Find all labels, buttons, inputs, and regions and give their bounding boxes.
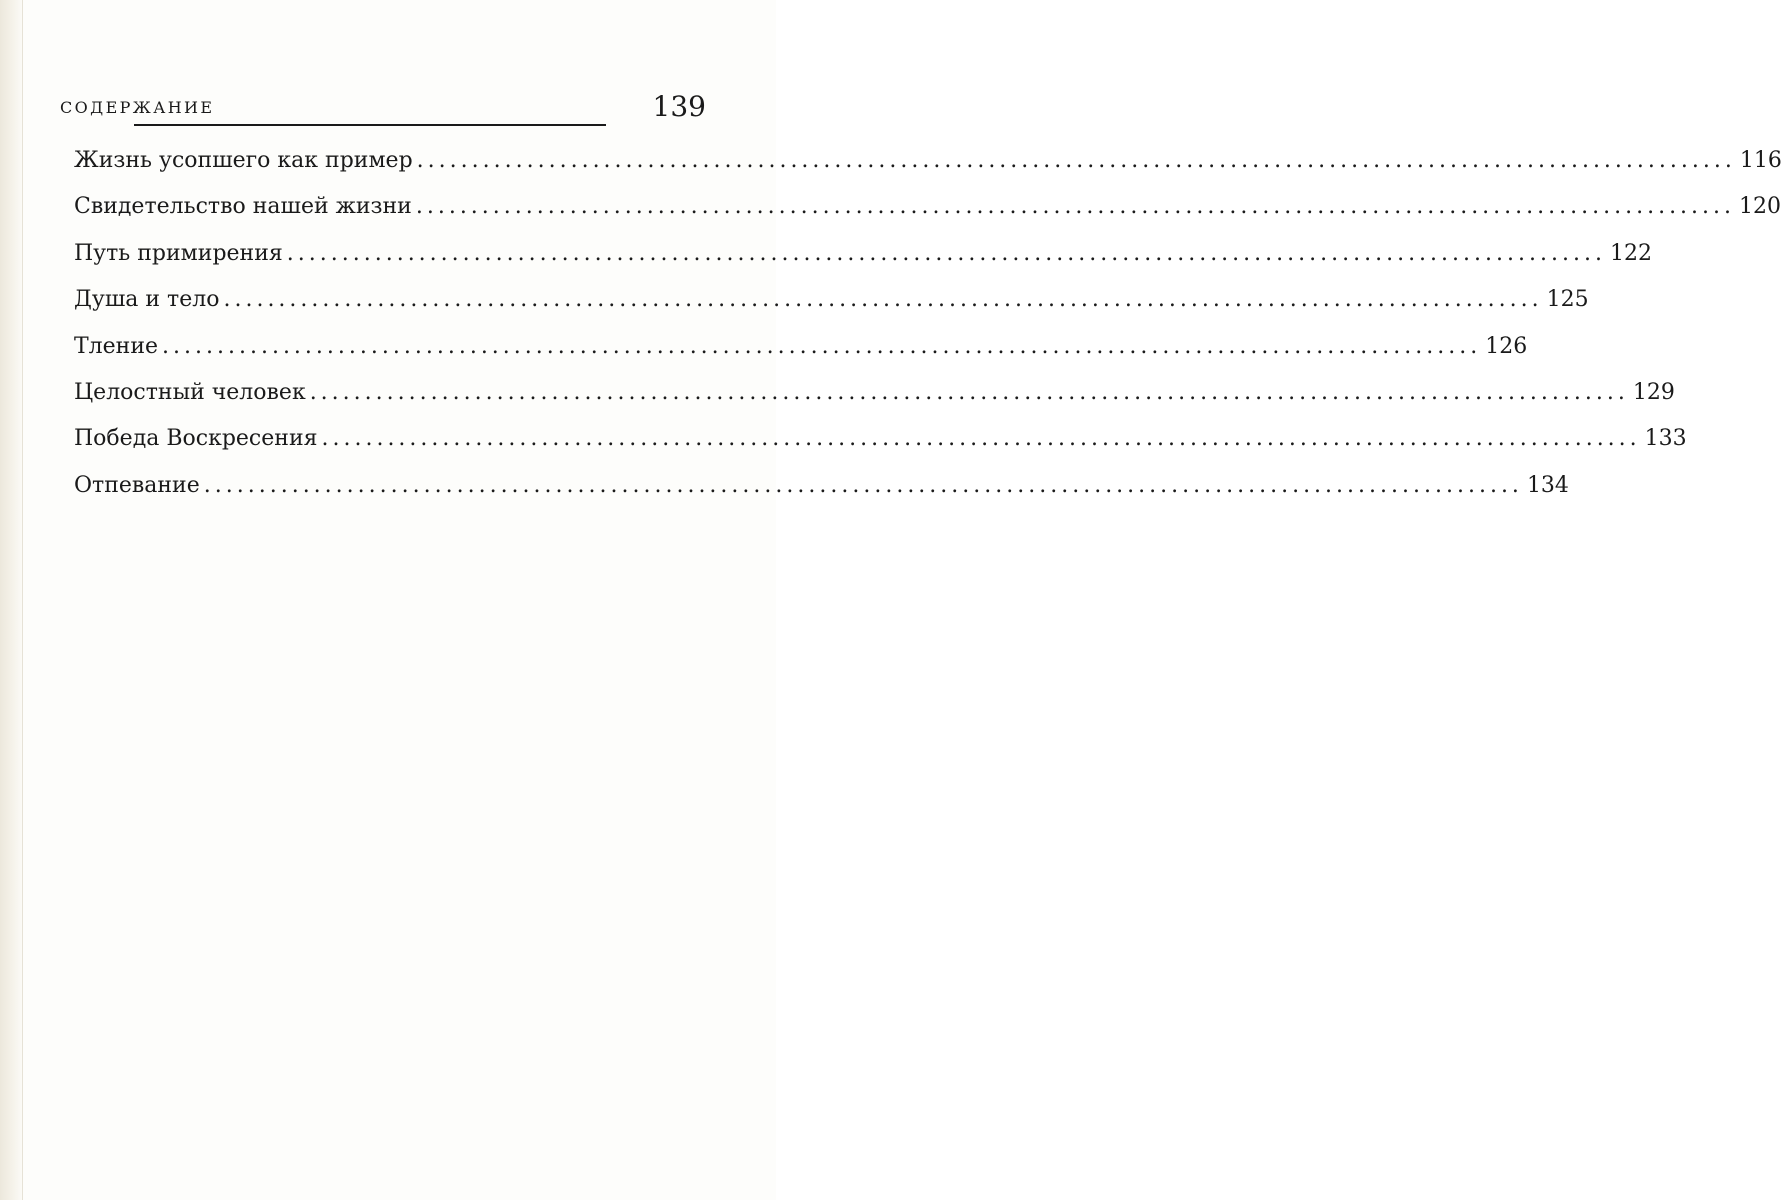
toc-entry <box>74 287 1589 333</box>
dot-leader: ........................................................................................................................ <box>162 333 1482 359</box>
dot-leader: ........................................................................................................................ <box>416 148 1736 173</box>
toc-entry <box>74 379 1675 426</box>
toc-entry-title: Отпевание <box>74 472 200 498</box>
toc-entry-title: Душа и тело <box>74 287 220 313</box>
toc-entry <box>74 240 1652 287</box>
toc-entry-title: Победа Воскресения <box>74 426 318 452</box>
toc-entry-page: 125 <box>1546 287 1589 313</box>
toc-entry-page: 133 <box>1644 426 1687 452</box>
toc-entry-page: 120 <box>1739 194 1782 220</box>
header-rule <box>134 124 606 126</box>
toc-entry-page: 129 <box>1632 379 1675 405</box>
dot-leader: ........................................................................................................................ <box>203 472 1523 498</box>
table-of-contents <box>74 148 1782 519</box>
running-head <box>60 90 706 136</box>
toc-entry <box>74 333 1528 380</box>
toc-entry-page: 134 <box>1526 472 1569 498</box>
page-number: 139 <box>652 90 706 123</box>
section-title: СОДЕРЖАНИЕ <box>60 98 215 117</box>
toc-entry-title: Тление <box>74 333 159 359</box>
page-gutter-edge <box>0 0 23 1200</box>
toc-entry-title: Свидетельство нашей жизни <box>74 194 412 220</box>
toc-entry-page: 116 <box>1739 148 1782 173</box>
dot-leader: ........................................................................................................................ <box>286 240 1606 266</box>
dot-leader: ........................................................................................................................ <box>309 379 1629 405</box>
toc-entry <box>74 426 1687 472</box>
toc-entry-title: Путь примирения <box>74 240 283 266</box>
toc-entry-title: Жизнь усопшего как пример <box>74 148 413 173</box>
toc-entry <box>74 472 1569 519</box>
toc-entry-page: 122 <box>1609 240 1652 266</box>
toc-entry <box>74 148 1782 194</box>
dot-leader: ........................................................................................................................ <box>223 287 1543 313</box>
dot-leader: ........................................................................................................................ <box>415 194 1736 220</box>
toc-entry-title: Целостный человек <box>74 379 306 405</box>
toc-entry-page: 126 <box>1485 333 1528 359</box>
dot-leader: ........................................................................................................................ <box>321 426 1641 452</box>
toc-entry <box>74 194 1782 240</box>
